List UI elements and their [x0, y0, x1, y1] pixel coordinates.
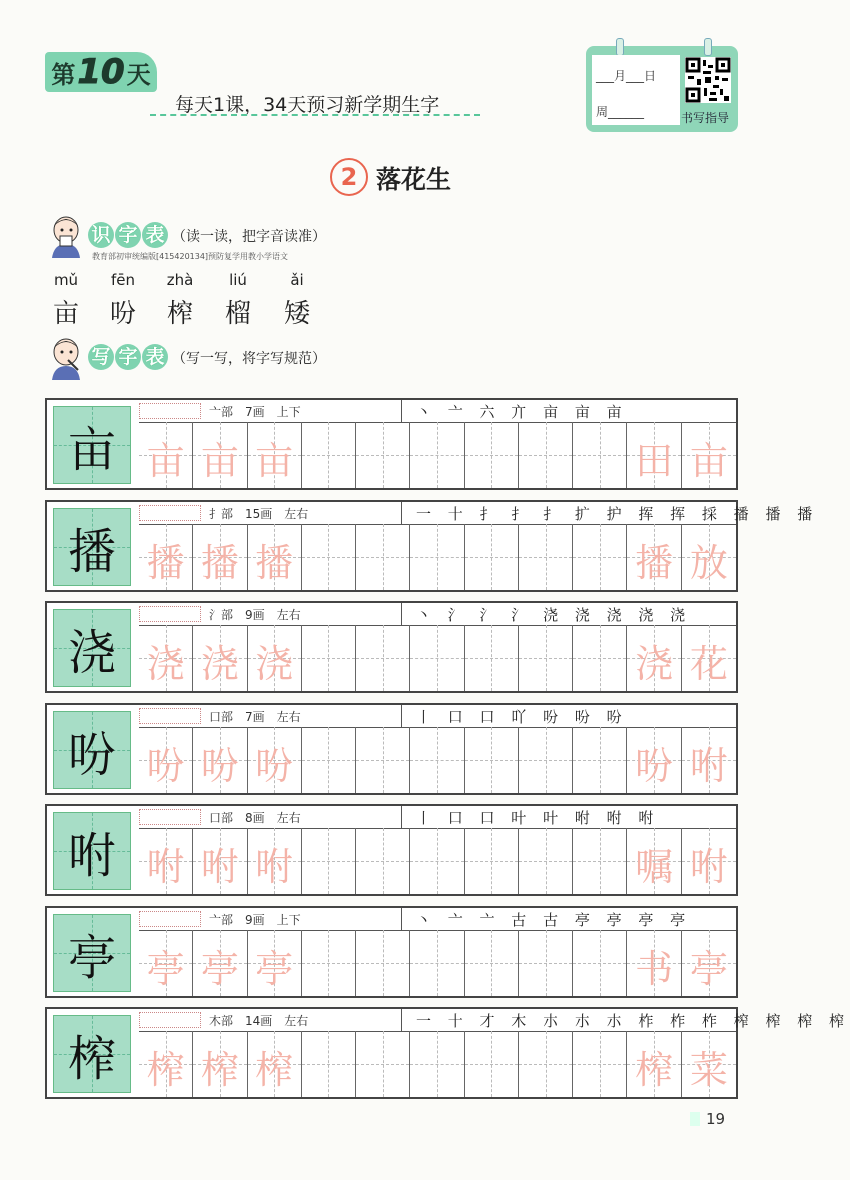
practice-cell[interactable]: [410, 625, 464, 691]
practice-cell[interactable]: [519, 422, 573, 488]
trace-char: 咐: [146, 845, 185, 889]
word-char: 书: [635, 946, 674, 991]
practice-cell[interactable]: [682, 727, 736, 793]
practice-cell[interactable]: [410, 422, 464, 488]
child-writing-icon: [44, 336, 88, 380]
stroke-order: 丶 氵 氵 氵 浇 浇 浇 浇 浇: [416, 606, 692, 624]
practice-cell[interactable]: [573, 727, 627, 793]
trace-char: 亭: [255, 946, 294, 991]
ring-icon: [704, 38, 712, 56]
practice-cell[interactable]: [193, 828, 247, 894]
publisher-note: 教育部初审统编版[415420134]预防复学用教小学语文: [92, 252, 289, 261]
char-info-bar: [139, 1009, 850, 1032]
practice-cell[interactable]: [519, 524, 573, 590]
practice-cell[interactable]: [248, 828, 302, 894]
code-box: [139, 606, 201, 622]
practice-cell[interactable]: [139, 727, 193, 793]
trace-char: 播: [146, 540, 185, 585]
word-char: 浇: [635, 642, 674, 686]
practice-cell[interactable]: [410, 524, 464, 590]
practice-cell[interactable]: [682, 524, 736, 590]
stroke-order: 一 十 扌 扌 扌 扩 护 挥 挥 採 播 播 播: [416, 504, 819, 523]
code-box: [139, 403, 201, 419]
trace-char: 亩: [146, 439, 185, 483]
practice-cell[interactable]: [248, 930, 302, 996]
practice-cell[interactable]: [465, 625, 519, 691]
page-number: 19: [706, 1110, 726, 1128]
trace-char: 播: [255, 540, 294, 585]
recognize-note: （读一读，把字音读准）: [172, 229, 326, 245]
stroke-order: 丶 亠 亠 古 古 亭 亭 亭 亭: [416, 910, 692, 929]
pinyin: mǔ: [53, 271, 79, 289]
qr-code-icon[interactable]: [685, 57, 731, 103]
practice-cell[interactable]: [410, 1031, 464, 1097]
char-meta: 口部 7画 左右: [209, 709, 301, 724]
practice-grid: [139, 828, 736, 894]
practice-cell[interactable]: [410, 828, 464, 894]
date-box: [592, 55, 680, 125]
practice-cell[interactable]: [682, 1031, 736, 1097]
practice-cell[interactable]: [302, 828, 356, 894]
practice-cell[interactable]: [627, 930, 681, 996]
practice-cell[interactable]: [193, 727, 247, 793]
practice-cell[interactable]: [302, 625, 356, 691]
practice-cell[interactable]: [302, 930, 356, 996]
pinyin: zhà: [166, 271, 194, 289]
practice-grid: [139, 930, 736, 996]
practice-cell[interactable]: [139, 422, 193, 488]
char-meta: 木部 14画 左右: [209, 1014, 309, 1028]
word-char: 菜: [689, 1048, 728, 1092]
writing-row: [45, 398, 738, 490]
code-box: [139, 911, 201, 927]
practice-cell[interactable]: [356, 727, 410, 793]
practice-cell[interactable]: [139, 524, 193, 590]
model-char: 咐: [67, 828, 116, 884]
practice-cell[interactable]: [519, 625, 573, 691]
pinyin: liú: [229, 271, 247, 289]
recognize-char: 榨: [166, 299, 193, 329]
writing-row: [45, 601, 738, 693]
model-char-cell: [53, 508, 131, 586]
practice-cell[interactable]: [682, 625, 736, 691]
practice-cell[interactable]: [356, 828, 410, 894]
recognize-char: 矮: [283, 299, 310, 329]
practice-cell[interactable]: [139, 828, 193, 894]
practice-cell[interactable]: [627, 828, 681, 894]
practice-cell[interactable]: [573, 524, 627, 590]
model-char: 浇: [67, 625, 116, 681]
practice-cell[interactable]: [356, 1031, 410, 1097]
practice-cell[interactable]: [682, 930, 736, 996]
char-info-bar: [139, 400, 736, 423]
practice-cell[interactable]: [248, 422, 302, 488]
practice-cell[interactable]: [193, 422, 247, 488]
model-char-cell: [53, 711, 131, 789]
char-info-bar: [139, 908, 736, 931]
trace-char: 咐: [200, 845, 239, 889]
stroke-order: 丨 口 口 叶 叶 咐 咐 咐: [416, 809, 660, 827]
word-char: 榨: [635, 1048, 674, 1092]
char-meta: 亠部 9画 上下: [209, 912, 301, 927]
recognize-char: 吩: [109, 299, 136, 329]
practice-cell[interactable]: [248, 727, 302, 793]
practice-cell[interactable]: [627, 1031, 681, 1097]
practice-cell[interactable]: [627, 524, 681, 590]
practice-cell[interactable]: [465, 828, 519, 894]
recognize-char: 榴: [224, 299, 251, 329]
practice-grid: [139, 1031, 736, 1097]
day-number: 10: [77, 52, 125, 92]
motto-underline: [150, 114, 480, 116]
word-char: 嘱: [635, 845, 674, 889]
writing-row: [45, 703, 738, 795]
word-char: 咐: [689, 743, 728, 788]
recognize-table-label: [88, 222, 168, 248]
model-char: 榨: [67, 1031, 116, 1087]
practice-grid: [139, 524, 736, 590]
trace-char: 咐: [255, 845, 294, 889]
pinyin: fēn: [110, 271, 136, 289]
code-box: [139, 505, 201, 521]
day-prefix: 第: [51, 61, 76, 89]
date-week: 周______: [596, 105, 645, 119]
trace-char: 榨: [146, 1048, 185, 1092]
code-box: [139, 708, 201, 724]
pill-char: 字: [115, 344, 141, 370]
pill-char: 字: [115, 222, 141, 248]
lesson-number: 2: [330, 158, 368, 196]
practice-cell[interactable]: [682, 422, 736, 488]
practice-cell[interactable]: [573, 1031, 627, 1097]
char-meta: 亠部 7画 上下: [209, 405, 301, 419]
write-table-label: [88, 344, 168, 370]
trace-char: 亩: [200, 439, 239, 483]
trace-char: 亩: [255, 439, 294, 483]
trace-char: 亭: [200, 946, 239, 991]
practice-cell[interactable]: [356, 625, 410, 691]
practice-cell[interactable]: [573, 422, 627, 488]
word-char: 播: [635, 540, 674, 585]
trace-char: 浇: [200, 642, 239, 686]
model-char-cell: [53, 609, 131, 687]
practice-cell[interactable]: [465, 422, 519, 488]
trace-char: 浇: [255, 642, 294, 686]
word-char: 放: [689, 540, 728, 585]
lesson-title: 落花生: [376, 165, 452, 194]
practice-cell[interactable]: [573, 625, 627, 691]
word-char: 咐: [689, 845, 728, 889]
practice-cell[interactable]: [410, 930, 464, 996]
char-info-bar: [139, 603, 736, 626]
recognize-char: 亩: [52, 299, 79, 329]
child-reading-icon: [44, 214, 88, 258]
trace-char: 播: [200, 540, 239, 585]
practice-cell[interactable]: [248, 1031, 302, 1097]
pill-char: 表: [142, 222, 168, 248]
practice-grid: [139, 625, 736, 691]
practice-cell[interactable]: [302, 727, 356, 793]
pill-char: 写: [88, 344, 114, 370]
practice-cell[interactable]: [519, 930, 573, 996]
model-char: 吩: [67, 726, 116, 783]
practice-cell[interactable]: [356, 524, 410, 590]
word-char: 吩: [635, 743, 674, 788]
write-note: （写一写，将字写规范）: [172, 351, 326, 367]
practice-cell[interactable]: [193, 1031, 247, 1097]
pill-char: 识: [88, 222, 114, 248]
word-char: 亩: [689, 439, 728, 483]
trace-char: 吩: [255, 743, 294, 788]
practice-grid: [139, 727, 736, 793]
model-char-cell: [53, 812, 131, 890]
practice-cell[interactable]: [465, 930, 519, 996]
practice-cell[interactable]: [302, 524, 356, 590]
day-suffix: 天: [126, 61, 151, 89]
practice-cell[interactable]: [356, 422, 410, 488]
char-info-bar: [139, 502, 819, 525]
practice-grid: [139, 422, 736, 488]
writing-row: [45, 804, 738, 896]
date-card: [586, 46, 738, 132]
practice-cell[interactable]: [465, 1031, 519, 1097]
pinyin: ǎi: [290, 271, 304, 289]
qr-label: 书写指导: [681, 111, 730, 125]
model-char-cell: [53, 406, 131, 484]
trace-char: 吩: [146, 743, 185, 788]
word-char: 花: [689, 642, 728, 686]
trace-char: 吩: [200, 743, 239, 788]
practice-cell[interactable]: [139, 930, 193, 996]
trace-char: 榨: [200, 1048, 239, 1092]
word-char: 亭: [689, 946, 728, 991]
trace-char: 浇: [146, 642, 185, 686]
practice-cell[interactable]: [627, 625, 681, 691]
practice-cell[interactable]: [627, 727, 681, 793]
word-char: 田: [635, 439, 674, 483]
practice-cell[interactable]: [519, 727, 573, 793]
practice-cell[interactable]: [139, 1031, 193, 1097]
pill-char: 表: [142, 344, 168, 370]
practice-cell[interactable]: [193, 930, 247, 996]
model-char: 播: [67, 523, 116, 580]
writing-row: [45, 1007, 850, 1099]
practice-cell[interactable]: [139, 625, 193, 691]
model-char-cell: [53, 914, 131, 992]
model-char: 亭: [67, 929, 116, 986]
practice-cell[interactable]: [410, 727, 464, 793]
practice-cell[interactable]: [573, 828, 627, 894]
motto: 每天1课，34天预习新学期生字: [175, 94, 440, 116]
practice-cell[interactable]: [248, 625, 302, 691]
stroke-order: 一 十 才 木 朩 朩 朩 柞 柞 柞 榨 榨 榨 榨: [416, 1012, 850, 1030]
practice-cell[interactable]: [627, 422, 681, 488]
writing-row: [45, 500, 819, 592]
model-char: 亩: [67, 422, 116, 478]
day-badge: [45, 52, 157, 92]
practice-cell[interactable]: [465, 727, 519, 793]
stroke-order: 丶 亠 六 亣 亩 亩 亩: [416, 403, 628, 421]
practice-cell[interactable]: [573, 930, 627, 996]
char-meta: 扌部 15画 左右: [209, 506, 309, 521]
practice-cell[interactable]: [302, 1031, 356, 1097]
code-box: [139, 809, 201, 825]
stroke-order: 丨 口 口 吖 吩 吩 吩: [416, 707, 628, 726]
trace-char: 榨: [255, 1048, 294, 1092]
practice-cell[interactable]: [248, 524, 302, 590]
practice-cell[interactable]: [302, 422, 356, 488]
char-info-bar: [139, 806, 736, 829]
date-month-day: ___月___日: [596, 69, 657, 83]
char-info-bar: [139, 705, 736, 728]
char-meta: 口部 8画 左右: [209, 811, 301, 825]
practice-cell[interactable]: [519, 1031, 573, 1097]
model-char-cell: [53, 1015, 131, 1093]
practice-cell[interactable]: [193, 625, 247, 691]
practice-cell[interactable]: [519, 828, 573, 894]
writing-row: [45, 906, 738, 998]
page-number-marker: [690, 1112, 700, 1126]
practice-cell[interactable]: [465, 524, 519, 590]
char-meta: 氵部 9画 左右: [209, 608, 301, 622]
trace-char: 亭: [146, 946, 185, 991]
code-box: [139, 1012, 201, 1028]
ring-icon: [616, 38, 624, 56]
practice-cell[interactable]: [193, 524, 247, 590]
practice-cell[interactable]: [682, 828, 736, 894]
practice-cell[interactable]: [356, 930, 410, 996]
